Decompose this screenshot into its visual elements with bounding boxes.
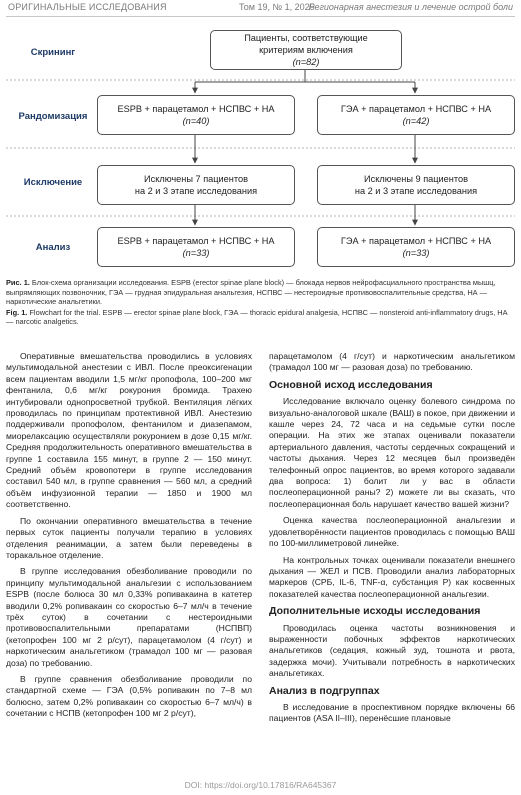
stage-label-analysis: Анализ [35,242,71,253]
box-count: (n=33) [182,248,210,258]
box-text: Пациенты, соответствующие [244,33,368,43]
stage-label-exclusion: Исключение [23,177,83,188]
box-text: на 2 и 3 этапе исследования [354,186,478,196]
section-heading: Дополнительные исходы исследования [269,605,481,618]
stage-label-randomization: Рандомизация [18,111,88,122]
section-heading: Основной исход исследования [269,378,433,391]
figure-caption [6,278,516,328]
running-header [6,0,515,17]
box-text: на 2 и 3 этапе исследования [134,186,258,196]
caption-ru-label: Рис. 1. [6,278,30,287]
box-text: ESPB + парацетамол + НСПВС + НА [117,236,275,246]
text-column-right [269,351,515,771]
flowchart [0,18,521,273]
header-volume: Том 19, № 1, 2025 [239,2,315,12]
box-exclusion-espb [97,165,295,205]
box-randomization-gea [317,95,515,135]
box-count: (n=42) [402,116,430,126]
text-column-left [6,351,252,771]
paragraph: В группе сравнения обезболивание проводили по стандартной схеме — ГЭА (0,5% ропивакин по 7–8 мл болюсно, затем 0,2% ропивакаин со скоростью 6–7 мл/ч) в сочетании с НСПВ (кетопрофен 100 мг 2 р/сут), [6,673,252,719]
box-randomization-espb [97,95,295,135]
caption-en-label: Fig. 1. [6,307,28,317]
paragraph: Оперативные вмешательства проводились в условиях мультимодальной анестезии с ИВЛ. После преоксигенации всем пациентам вводили 1,5 мг/кг пропофола, 100–200 мкг фентанила, 0,6 мг/кг рокурония бромида. Трахею интубировали однопросветной трубкой. Вентиляция лёгких проводилась по принципам протективной ИВЛ. Анестезию поддерживали пропофолом, фентанилом и диазепамом, миорелаксацию осуществляли рокуронием в дозе 0,15 мг/кг. Средняя продолжительность оперативного вмешательства в группе 1 составила 155 минут, в группе 2 — 150 минут. Средний объём кровопотери в группе исследования составил 540 мл, в группе сравнения — 560 мл, а средний объём инфузионной терапии — 1850 и 1900 мл соответственно. [6,351,252,510]
box-text: критериям включения [259,45,353,55]
box-screening [210,30,402,70]
paragraph: На контрольных точках оценивали показатели внешнего дыхания — ЖЕЛ и ПСВ. Проводили анализ лабораторных маркеров (СРБ, IL-6, TNF-α, субстанция Р) как косвенных показателей качества послеоперационной анальгезии. [269,554,515,599]
paragraph: Оценка качества послеоперационной анальгезии и удовлетворённости пациентов проводилась с помощью ВАШ по 100-миллиметровой линейке. [269,515,515,549]
caption-en [6,308,516,327]
box-count: (n=40) [182,116,210,126]
paragraph: В группе исследования обезболивание проводили по принципу мультимодальной анальгезии с использованием ESPB (после болюса 30 мл 0,33% ропивакаина в катетер вводили 0,2% ропивакаин со скоростью 6–7 мл/ч в течение трёх суток) в сочетании с нестероидными противовоспалительными препаратами (НСПВП) (кетопрофен 100 мг 2 р/сут), парацетамолом (4 г/сут) и наркотическим анальгетиком (трамадол 100 мг — разовая доза) по требованию. [6,566,252,668]
box-text: ГЭА + парацетамол + НСПВС + НА [340,236,492,246]
box-text: ESPB + парацетамол + НСПВС + НА [117,104,275,114]
box-analysis-espb [97,227,295,267]
box-count: (n=33) [402,248,430,258]
stage-label-screening: Скрининг [30,47,76,58]
box-text: ГЭА + парацетамол + НСПВС + НА [340,104,492,114]
paragraph: В исследование в проспективном порядке включены 66 пациентов (ASA II–III), перенёсшие плановые [269,701,515,724]
box-analysis-gea [317,227,515,267]
box-exclusion-gea [317,165,515,205]
caption-ru [6,278,516,307]
header-journal-name: Регионарная анестезия и лечение острой боли [308,2,513,12]
caption-ru-text: Блок-схема организации исследования. ESPB (erector spinae plane block) — блокада нервов нейрофасциального пространства мышц, выпрямляющих позвоночник, ГЭА — грудная эпидуральная анальгезия, НСПВС — нестероидные противовоспалительные средства, НА — наркотические анальгетики. [6,278,496,307]
paragraph: Проводилась оценка частоты возникновения и выраженности побочных эффектов наркотических анальгетиков (седация, кожный зуд, тошнота и рвота, задержка мочи). Учитывали потребность в наркотических анальгетиках. [269,622,515,679]
paragraph: парацетамолом (4 г/сут) и наркотическим анальгетиком (трамадол 100 мг — разовая доза) по требованию. [269,351,515,373]
section-heading: Анализ в подгруппах [269,684,380,697]
box-count: (n=82) [292,57,320,67]
box-text: Исключены 9 пациентов [364,174,468,184]
caption-en-text: Flowchart for the trial. ESPB — erector spinae plane block, ГЭА — thoracic epidural analgesia, НСПВС — nonsteroid anti-inflammatory drugs, НА — narcotic analgetics. [6,307,508,327]
paragraph: По окончании оперативного вмешательства в течение первых суток пациенты получали терапию в условиях отделения реанимации, а затем были переведены в торакальное отделение. [6,515,252,560]
paragraph: Исследование включало оценку болевого синдрома по визуально-аналоговой шкале (ВАШ) в покое, при движении и кашле через 24, 72 часа и на седьмые сутки после операции. На этих же этапах оценивали показатели артериального давления, частоты сердечных сокращений и частоты дыхания. Через 12 месяцев был произведён телефонный опрос пациентов, во время которого задавали два вопроса: 1) болит ли у вас в области послеоперационной раны? 2) можете ли вы сказать, что послеоперационная боль нарушает качество вашей жизни? [269,396,515,509]
box-text: Исключены 7 пациентов [144,174,248,184]
doi-footer: DOI: https://doi.org/10.17816/RA645367 [184,780,337,790]
header-section-title: ОРИГИНАЛЬНЫЕ ИССЛЕДОВАНИЯ [8,2,167,12]
